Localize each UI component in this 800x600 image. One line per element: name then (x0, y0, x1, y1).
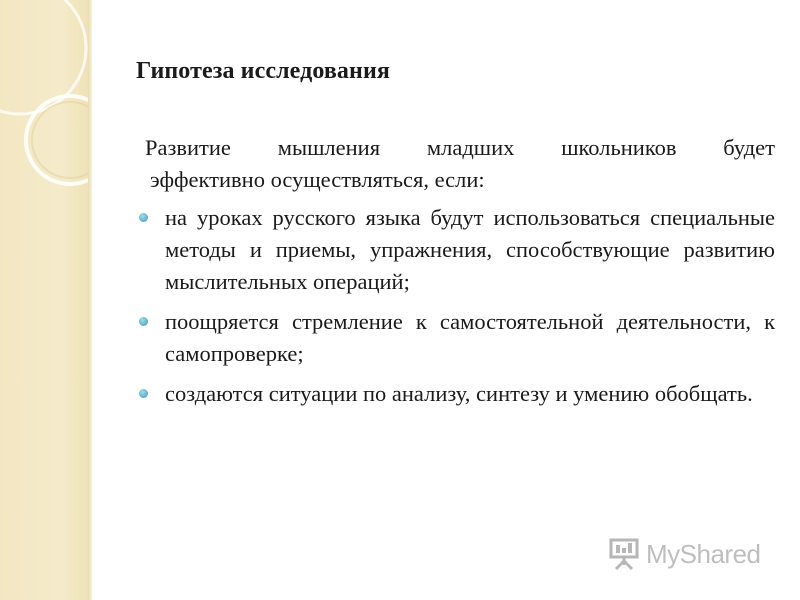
intro-line-1: Развитие мышления младших школьников будет (145, 135, 775, 160)
watermark (608, 534, 761, 574)
decorative-circles (0, 0, 88, 600)
watermark-text: MyShared (646, 538, 761, 569)
bullet-text: на уроках русского языка будут использоваться специальные методы и приемы, упражнения, способствующие развитию мыслительных операций; (165, 205, 775, 294)
projector-screen-icon (608, 537, 640, 571)
slide-title: Гипотеза исследования (136, 58, 390, 84)
bullet-item (145, 306, 775, 370)
decorative-circle-inner (32, 102, 88, 178)
intro-paragraph (145, 132, 775, 196)
decorative-side-band (0, 0, 88, 600)
side-band-edge (88, 0, 92, 600)
decorative-circle-middle (26, 96, 88, 184)
bullet-dot-icon (139, 317, 148, 326)
bullet-list (145, 202, 775, 410)
bullet-dot-icon (139, 389, 148, 398)
slide-content (145, 132, 775, 418)
bullet-item (145, 202, 775, 298)
bullet-text: создаются ситуации по анализу, синтезу и умению обобщать. (165, 381, 753, 406)
intro-line-2: эффективно осуществляться, если: (150, 167, 485, 192)
bullet-item (145, 378, 775, 410)
bullet-dot-icon (139, 213, 148, 222)
bullet-text: поощряется стремление к самостоятельной деятельности, к самопроверке; (165, 309, 775, 366)
